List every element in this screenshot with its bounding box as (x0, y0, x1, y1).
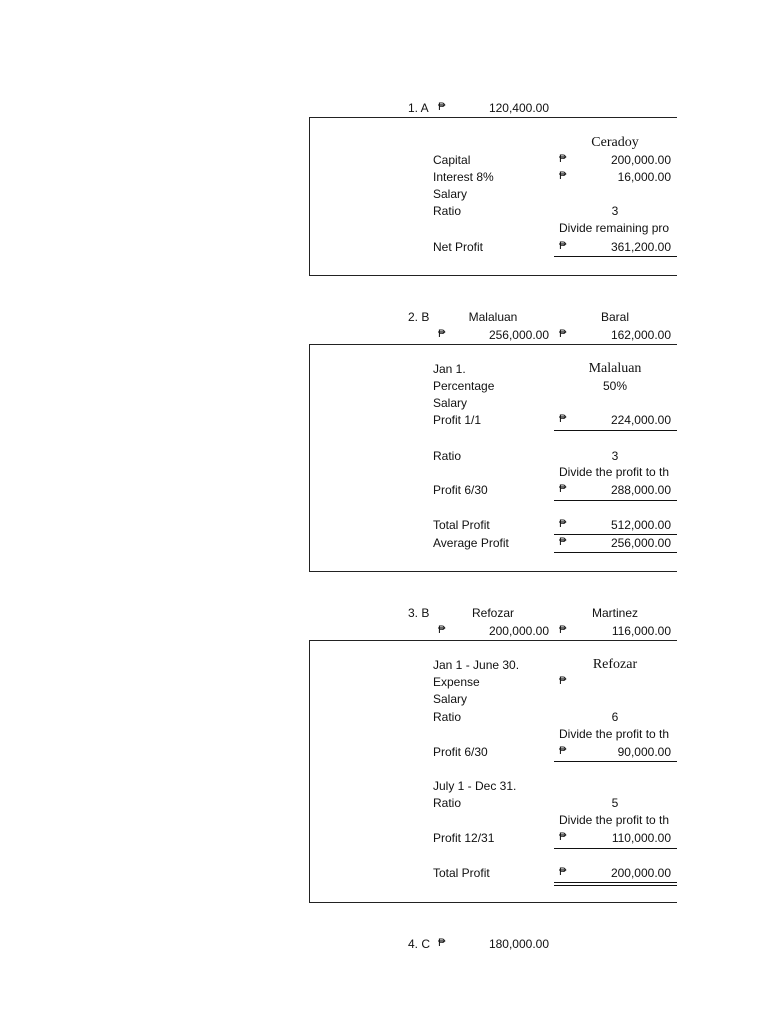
q2-percentage-label: Percentage (433, 379, 495, 393)
q2-profit11-label: Profit 1/1 (433, 413, 482, 427)
q2-ratio-value: 3 (611, 449, 619, 463)
q3-divide-note1: Divide the profit to th (559, 727, 670, 741)
q1-net-profit-label: Net Profit (433, 240, 484, 254)
peso-sign: ₱ (559, 328, 567, 340)
q1-interest-label: Interest 8% (433, 170, 494, 184)
q2-total-label: Total Profit (433, 518, 490, 532)
peso-sign: ₱ (438, 328, 446, 340)
q2-salary-label: Salary (433, 396, 468, 410)
q2-partner2-name: Baral (600, 310, 629, 324)
q2-percentage-value: 50% (602, 379, 628, 393)
q1-interest-value: 16,000.00 (617, 170, 671, 184)
q3-partner1-value: 200,000.00 (488, 624, 549, 638)
q3-salary-label: Salary (433, 692, 468, 706)
q1-capital-value: 200,000.00 (610, 153, 671, 167)
peso-sign: ₱ (559, 153, 567, 165)
q4-label: 4. C (408, 937, 431, 951)
q3-label: 3. B (408, 606, 430, 620)
q2-profit630-underline (554, 500, 677, 501)
peso-sign: ₱ (559, 240, 567, 252)
q3-total-label: Total Profit (433, 866, 490, 880)
q1-salary-label: Salary (433, 187, 468, 201)
q3-profit630-value: 90,000.00 (617, 745, 671, 759)
q1-label: 1. A (408, 101, 429, 115)
q3-divide-note2: Divide the profit to th (559, 813, 670, 827)
q3-ratio2-label: Ratio (433, 796, 462, 810)
peso-sign: ₱ (559, 518, 567, 530)
peso-sign: ₱ (559, 536, 567, 548)
q3-ratio1-value: 6 (611, 710, 619, 724)
q3-total-double-underline (554, 882, 677, 886)
peso-sign: ₱ (559, 483, 567, 495)
q3-profit1231-value: 110,000.00 (611, 831, 671, 845)
peso-sign: ₱ (438, 937, 446, 949)
q1-net-profit-underline (554, 256, 677, 257)
q3-profit1231-underline (554, 848, 677, 849)
q3-partner2-name: Martinez (591, 606, 638, 620)
q1-net-profit-value: 361,200.00 (610, 240, 671, 254)
peso-sign: ₱ (559, 413, 567, 425)
q2-label: 2. B (408, 310, 430, 324)
q2-ratio-label: Ratio (433, 449, 462, 463)
peso-sign: ₱ (559, 170, 567, 182)
q2-profit11-underline (554, 430, 677, 431)
q3-partner2-value: 116,000.00 (611, 624, 671, 638)
q1-ratio-value: 3 (611, 204, 619, 218)
q3-expense-label: Expense (433, 675, 480, 689)
q2-average-value: 256,000.00 (610, 536, 671, 550)
peso-sign: ₱ (559, 831, 567, 843)
q3-period2-label: July 1 - Dec 31. (433, 779, 517, 793)
q3-ratio2-value: 5 (611, 796, 619, 810)
q3-profit630-label: Profit 6/30 (433, 745, 488, 759)
q3-partner1-name: Refozar (471, 606, 515, 620)
q1-ratio-label: Ratio (433, 204, 462, 218)
peso-sign: ₱ (438, 101, 446, 113)
q2-profit11-value: 224,000.00 (610, 413, 671, 427)
q3-partner-header: Refozar (592, 657, 638, 672)
peso-sign: ₱ (559, 624, 567, 636)
peso-sign: ₱ (438, 624, 446, 636)
peso-sign: ₱ (559, 745, 567, 757)
q2-profit630-value: 288,000.00 (610, 483, 671, 497)
q3-ratio1-label: Ratio (433, 710, 462, 724)
peso-sign: ₱ (559, 866, 567, 878)
q2-partner1-value: 256,000.00 (488, 328, 549, 342)
q2-average-underline (554, 552, 677, 553)
q3-profit630-underline (554, 761, 677, 762)
q2-total-underline (554, 534, 677, 535)
q1-answer: 120,400.00 (488, 101, 549, 115)
q1-capital-label: Capital (433, 153, 471, 167)
q4-answer: 180,000.00 (488, 937, 549, 951)
q1-partner-header: Ceradoy (591, 135, 639, 150)
q2-partner1-name: Malaluan (468, 310, 518, 324)
q2-partner2-value: 162,000.00 (610, 328, 671, 342)
q2-average-label: Average Profit (433, 536, 509, 550)
q1-divide-note: Divide remaining pro (559, 221, 670, 235)
q2-partner-header: Malaluan (588, 361, 642, 376)
q2-jan-label: Jan 1. (433, 362, 466, 376)
q3-profit1231-label: Profit 12/31 (433, 831, 495, 845)
q3-total-value: 200,000.00 (610, 866, 671, 880)
peso-sign: ₱ (559, 675, 567, 687)
q2-total-value: 512,000.00 (610, 518, 671, 532)
q3-period1-label: Jan 1 - June 30. (433, 658, 520, 672)
q2-divide-note: Divide the profit to th (559, 465, 670, 479)
q2-profit630-label: Profit 6/30 (433, 483, 488, 497)
q3-solution-box (309, 640, 677, 903)
